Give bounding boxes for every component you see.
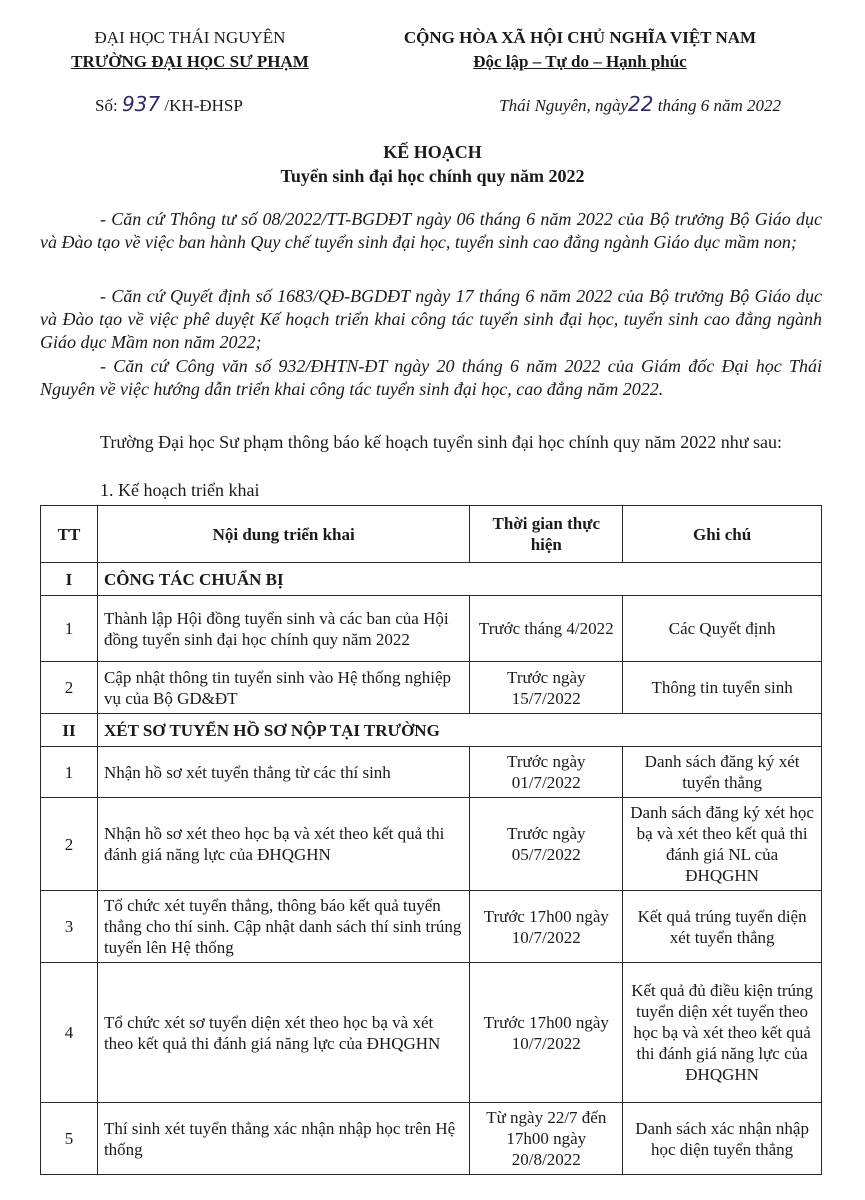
plan-table [40, 505, 822, 1175]
basis-1: - Căn cứ Thông tư số 08/2022/TT-BGDĐT ngày 06 tháng 6 năm 2022 của Bộ trưởng Bộ Giáo dục và Đào tạo về việc ban hành Quy chế tuyển sinh đại học, tuyển sinh cao đẳng ngành Giáo dục mầm non; [40, 209, 822, 252]
section-row [41, 714, 822, 747]
document-title [0, 140, 865, 188]
section-tt: II [41, 714, 98, 747]
col-time: Thời gian thực hiện [470, 506, 623, 563]
table-row [41, 963, 822, 1103]
school-name: TRƯỜNG ĐẠI HỌC SƯ PHẠM [71, 52, 309, 71]
section-heading: 1. Kế hoạch triển khai [100, 480, 260, 500]
number-suffix: /KH-ĐHSP [164, 96, 243, 115]
parent-org: ĐẠI HỌC THÁI NGUYÊN [94, 28, 286, 47]
row-content: Thành lập Hội đồng tuyển sinh và các ban của Hội đồng tuyển sinh đại học chính quy năm 2022 [97, 596, 469, 662]
section-title: XÉT SƠ TUYỂN HỒ SƠ NỘP TẠI TRƯỜNG [97, 714, 821, 747]
row-time: Trước ngày 15/7/2022 [470, 662, 623, 714]
row-content: Cập nhật thông tin tuyển sinh vào Hệ thống nghiệp vụ của Bộ GD&ĐT [97, 662, 469, 714]
row-tt: 2 [41, 798, 98, 891]
table-header-row [41, 506, 822, 563]
date-prefix: Thái Nguyên, ngày [499, 96, 629, 115]
issuer-block [40, 26, 340, 74]
row-note: Danh sách đăng ký xét tuyển thẳng [623, 747, 822, 798]
section-row [41, 563, 822, 596]
date-suffix: tháng 6 năm 2022 [657, 96, 781, 115]
section-tt: I [41, 563, 98, 596]
row-time: Từ ngày 22/7 đến 17h00 ngày 20/8/2022 [470, 1103, 623, 1175]
row-content: Nhận hồ sơ xét theo học bạ và xét theo kết quả thi đánh giá năng lực của ĐHQGHN [97, 798, 469, 891]
date-day-handwritten: 22 [628, 92, 654, 116]
national-motto-block [345, 26, 815, 74]
basis-3: - Căn cứ Công văn số 932/ĐHTN-ĐT ngày 20 tháng 6 năm 2022 của Giám đốc Đại học Thái Nguyên về việc hướng dẫn triển khai công tác tuyển sinh đại học, cao đẳng năm 2022. [40, 356, 822, 399]
table-row [41, 596, 822, 662]
row-time: Trước 17h00 ngày 10/7/2022 [470, 891, 623, 963]
issue-date [499, 92, 781, 116]
title-main: KẾ HOẠCH [383, 142, 482, 162]
row-note: Danh sách đăng ký xét học bạ và xét theo kết quả thi đánh giá NL của ĐHQGHN [623, 798, 822, 891]
row-note: Danh sách xác nhận nhập học diện tuyển thẳng [623, 1103, 822, 1175]
table-row [41, 798, 822, 891]
document-number [95, 92, 243, 116]
row-tt: 4 [41, 963, 98, 1103]
number-handwritten: 937 [121, 92, 161, 116]
col-content: Nội dung triển khai [97, 506, 469, 563]
col-note: Ghi chú [623, 506, 822, 563]
table-row [41, 891, 822, 963]
row-time: Trước ngày 01/7/2022 [470, 747, 623, 798]
row-time: Trước 17h00 ngày 10/7/2022 [470, 963, 623, 1103]
intro-paragraph: Trường Đại học Sư phạm thông báo kế hoạch tuyển sinh đại học chính quy năm 2022 như sau: [100, 432, 783, 452]
row-note: Kết quả đủ điều kiện trúng tuyển diện xét tuyển theo học bạ và xét theo kết quả thi đánh giá năng lực của ĐHQGHN [623, 963, 822, 1103]
row-tt: 1 [41, 747, 98, 798]
row-note: Kết quả trúng tuyển diện xét tuyển thẳng [623, 891, 822, 963]
section-title: CÔNG TÁC CHUẨN BỊ [97, 563, 821, 596]
col-tt: TT [41, 506, 98, 563]
row-note: Các Quyết định [623, 596, 822, 662]
table-row [41, 662, 822, 714]
table-row [41, 1103, 822, 1175]
number-label: Số: [95, 96, 118, 115]
row-tt: 3 [41, 891, 98, 963]
row-note: Thông tin tuyển sinh [623, 662, 822, 714]
country-name: CỘNG HÒA XÃ HỘI CHỦ NGHĨA VIỆT NAM [403, 28, 757, 47]
row-content: Tổ chức xét sơ tuyển diện xét theo học bạ và xét theo kết quả thi đánh giá năng lực của ĐHQGHN [97, 963, 469, 1103]
row-content: Thí sinh xét tuyển thẳng xác nhận nhập học trên Hệ thống [97, 1103, 469, 1175]
table-row [41, 747, 822, 798]
row-tt: 5 [41, 1103, 98, 1175]
row-content: Nhận hồ sơ xét tuyển thẳng từ các thí sinh [97, 747, 469, 798]
row-tt: 2 [41, 662, 98, 714]
row-time: Trước ngày 05/7/2022 [470, 798, 623, 891]
basis-2: - Căn cứ Quyết định số 1683/QĐ-BGDĐT ngày 17 tháng 6 năm 2022 của Bộ trưởng Bộ Giáo dục và Đào tạo về việc phê duyệt Kế hoạch triển khai công tác tuyển sinh đại học, tuyển sinh cao đẳng ngành Giáo dục Mầm non năm 2022; [40, 286, 822, 352]
row-time: Trước tháng 4/2022 [470, 596, 623, 662]
row-content: Tổ chức xét tuyển thẳng, thông báo kết quả tuyển thẳng cho thí sinh. Cập nhật danh sách thí sinh trúng tuyển lên Hệ thống [97, 891, 469, 963]
title-sub: Tuyển sinh đại học chính quy năm 2022 [280, 166, 585, 186]
row-tt: 1 [41, 596, 98, 662]
motto: Độc lập – Tự do – Hạnh phúc [473, 52, 687, 71]
